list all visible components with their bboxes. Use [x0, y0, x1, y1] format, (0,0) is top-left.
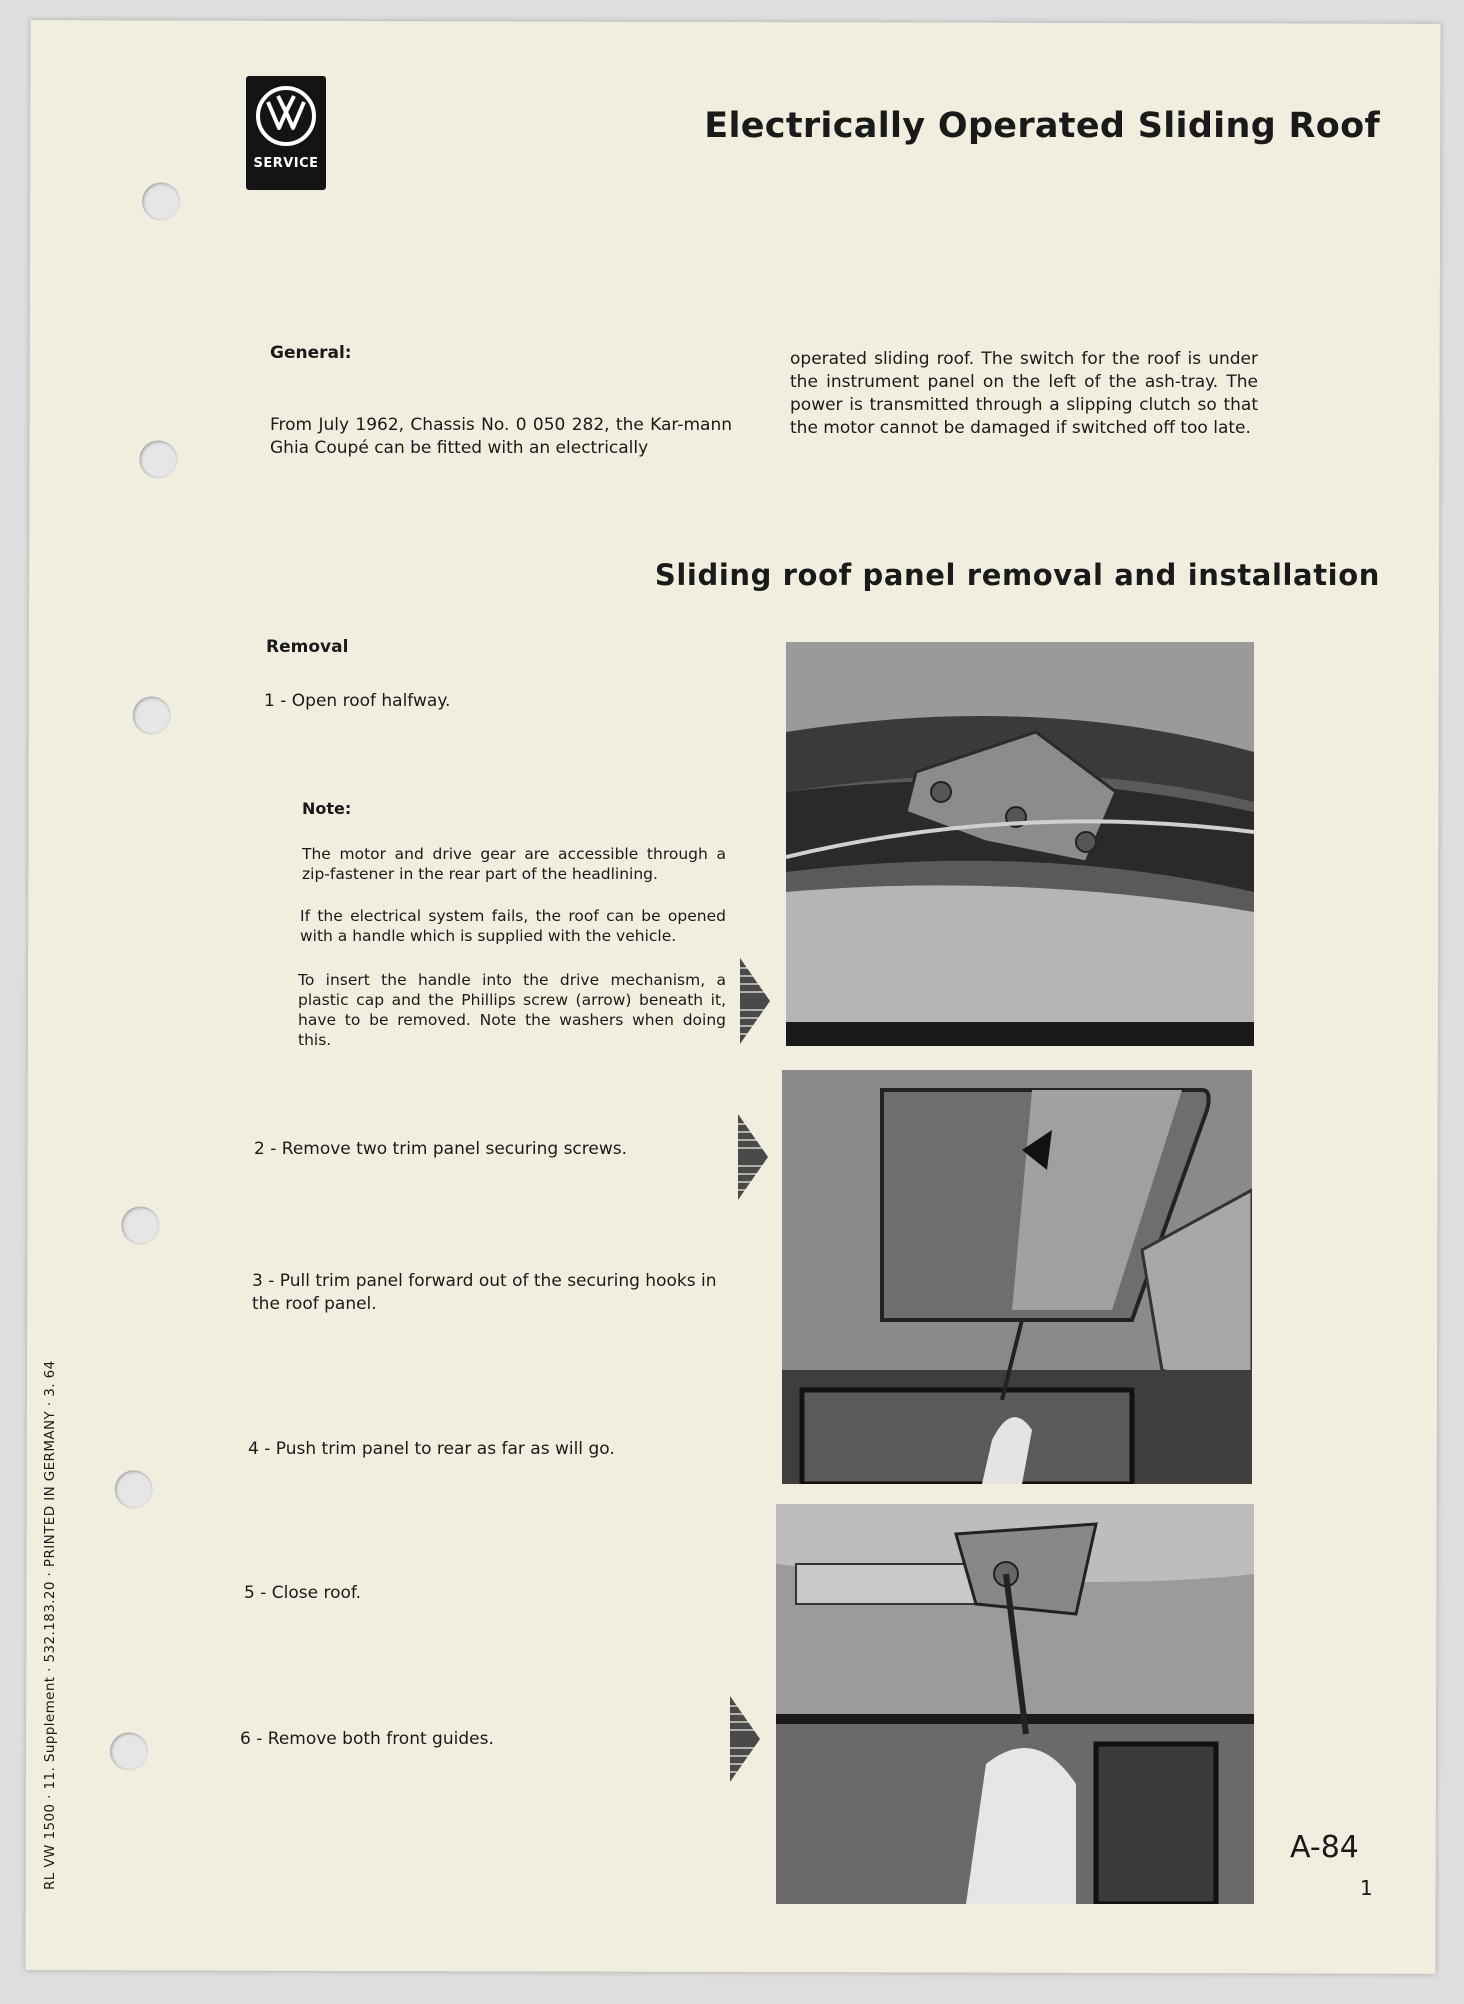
step-number: 1: [264, 691, 275, 711]
punch-hole: [139, 440, 177, 478]
vw-logo-icon: [254, 84, 318, 148]
logo-service-text: SERVICE: [253, 156, 319, 171]
step-number: 5: [244, 1583, 255, 1603]
step-6: 6 - Remove both front guides.: [240, 1729, 494, 1749]
step-text: Remove both front guides.: [267, 1729, 494, 1749]
general-label: General:: [270, 343, 352, 363]
note-para-3: To insert the handle into the drive mechanism, a plastic cap and the Phillips screw (arrow) beneath it, have to be removed. Note the washers when doing this.: [298, 971, 726, 1050]
step-2: 2 - Remove two trim panel securing screws.: [254, 1139, 628, 1159]
step-3: 3 - Pull trim panel forward out of the securing hooks in the roof panel.: [252, 1271, 717, 1314]
step-5: 5 - Close roof.: [244, 1583, 362, 1603]
punch-hole: [133, 696, 171, 734]
pointer-arrow-icon: [730, 1696, 760, 1782]
step-number: 6: [240, 1729, 251, 1749]
step-text: Pull trim panel forward out of the securing hooks in the roof panel.: [252, 1271, 717, 1314]
general-para-2: operated sliding roof. The switch for the roof is under the instrument panel on the left of the ash-tray. The power is transmitted through a slipping clutch so that the motor cannot be damaged if switched off too late.: [790, 349, 1258, 438]
note-para-1: The motor and drive gear are accessible through a zip-fastener in the rear part of the headlining.: [302, 845, 726, 884]
general-para-1: From July 1962, Chassis No. 0 050 282, the Kar-mann Ghia Coupé can be fitted with an electrically: [270, 415, 732, 458]
print-info-vertical: RL VW 1500 · 11. Supplement · 532.183.20 · PRINTED IN GERMANY · 3. 64: [42, 1360, 58, 1890]
punch-hole: [121, 1206, 159, 1244]
punch-hole: [142, 182, 180, 220]
step-text: Open roof halfway.: [291, 691, 451, 711]
photo-trim-panel-screws: [782, 1070, 1252, 1484]
step-text: Close roof.: [271, 1583, 362, 1603]
step-number: 2: [254, 1139, 265, 1159]
photo-drive-mechanism: [786, 642, 1254, 1046]
removal-label: Removal: [266, 637, 349, 657]
punch-hole: [110, 1732, 148, 1770]
page-sub-number: 1: [1360, 1876, 1373, 1900]
note-para-2: If the electrical system fails, the roof can be opened with a handle which is supplied with the vehicle.: [300, 907, 726, 946]
page-title: Electrically Operated Sliding Roof: [704, 106, 1380, 146]
step-text: Remove two trim panel securing screws.: [281, 1139, 628, 1159]
page-number: A-84: [1290, 1830, 1359, 1865]
step-4: 4 - Push trim panel to rear as far as will go.: [248, 1439, 615, 1459]
section-heading: Sliding roof panel removal and installation: [654, 558, 1380, 592]
step-number: 3: [252, 1271, 263, 1291]
note-label: Note:: [302, 799, 352, 818]
punch-hole: [115, 1470, 153, 1508]
step-1: 1 - Open roof halfway.: [264, 691, 451, 711]
pointer-arrow-icon: [740, 958, 770, 1044]
step-text: Push trim panel to rear as far as will go.: [275, 1439, 615, 1459]
vw-service-logo: [246, 76, 326, 190]
pointer-arrow-icon: [738, 1114, 768, 1200]
step-number: 4: [248, 1439, 259, 1459]
photo-front-guides: [776, 1504, 1254, 1904]
